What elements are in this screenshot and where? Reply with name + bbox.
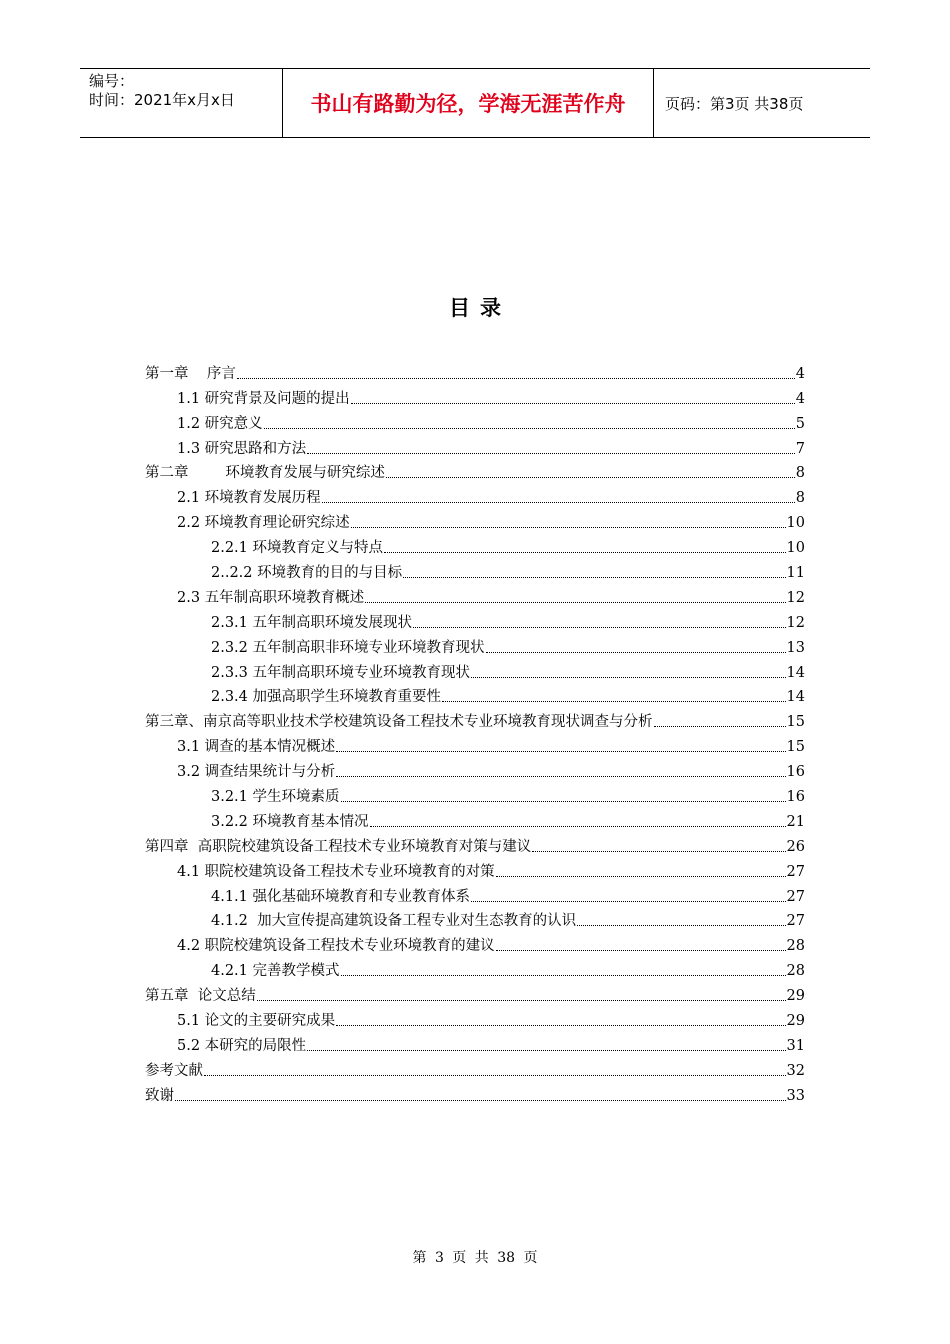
toc-entry-page: 11	[786, 565, 805, 582]
toc-leader-dots	[307, 453, 795, 454]
toc-leader-dots	[237, 378, 795, 379]
toc-entry[interactable]	[145, 856, 805, 881]
toc-entry[interactable]	[145, 458, 805, 483]
toc-leader-dots	[413, 627, 786, 628]
toc-entry-page: 29	[786, 1013, 805, 1030]
toc-entry[interactable]	[145, 582, 805, 607]
toc-entry-page: 10	[786, 515, 805, 532]
header-motto: 书山有路勤为径，学海无涯苦作舟	[283, 69, 654, 137]
toc-entry[interactable]	[145, 781, 805, 806]
page-header	[80, 68, 870, 138]
toc-entry[interactable]	[145, 682, 805, 707]
toc-leader-dots	[471, 677, 786, 678]
toc-entry-text: 3.2 调查结果统计与分析	[177, 764, 336, 781]
toc-entry[interactable]	[145, 706, 805, 731]
toc-entry-text: 2.3.3 五年制高职环境专业环境教育现状	[211, 664, 471, 681]
toc-entry-page: 16	[786, 789, 805, 806]
toc-entry-text: 2.3.1 五年制高职环境发展现状	[211, 614, 413, 631]
toc-entry-text: 2.2 环境教育理论研究综述	[177, 515, 350, 532]
toc-entry[interactable]	[145, 632, 805, 657]
toc-entry[interactable]	[145, 731, 805, 756]
toc-leader-dots	[322, 502, 795, 503]
toc-entry-text: 2.2.1 环境教育定义与特点	[211, 540, 384, 557]
toc-entry[interactable]	[145, 657, 805, 682]
toc-entry[interactable]	[145, 1005, 805, 1030]
toc-entry-page: 16	[786, 764, 805, 781]
toc-title: 目录	[449, 296, 511, 320]
toc-entry-page: 10	[786, 540, 805, 557]
toc-leader-dots	[365, 602, 785, 603]
page-footer: 第 3 页 共 38 页	[412, 1250, 538, 1266]
toc-entry-page: 8	[795, 465, 805, 482]
header-number-label: 编号：	[89, 72, 135, 90]
toc-entry[interactable]	[145, 482, 805, 507]
toc-entry[interactable]	[145, 930, 805, 955]
toc-entry-page: 15	[786, 739, 805, 756]
header-meta	[80, 69, 283, 137]
toc-leader-dots	[442, 701, 786, 702]
toc-entry[interactable]	[145, 955, 805, 980]
toc-entry[interactable]	[145, 831, 805, 856]
toc-leader-dots	[351, 527, 786, 528]
toc-entry-text: 5.1 论文的主要研究成果	[177, 1013, 336, 1030]
toc-leader-dots	[386, 477, 795, 478]
toc-leader-dots	[486, 652, 786, 653]
toc-entry-page: 12	[786, 614, 805, 631]
toc-leader-dots	[370, 826, 786, 827]
toc-leader-dots	[204, 1075, 786, 1076]
toc-entry-page: 5	[795, 415, 805, 432]
toc-entry-text: 3.1 调查的基本情况概述	[177, 739, 336, 756]
toc-entry-page: 27	[786, 913, 805, 930]
toc-entry-text: 1.1 研究背景及问题的提出	[177, 390, 350, 407]
toc-entry-text: 3.2.2 环境教育基本情况	[211, 813, 369, 830]
toc-entry[interactable]	[145, 756, 805, 781]
toc-entry-text: 2.3.4 加强高职学生环境教育重要性	[211, 689, 442, 706]
toc-entry[interactable]	[145, 1030, 805, 1055]
toc-entry-text: 4.1.1 强化基础环境教育和专业教育体系	[211, 888, 471, 905]
toc-entry-page: 4	[795, 390, 805, 407]
toc-entry[interactable]	[145, 557, 805, 582]
toc-entry-page: 27	[786, 863, 805, 880]
toc-entry[interactable]	[145, 906, 805, 931]
table-of-contents	[145, 358, 805, 1105]
toc-entry-text: 1.2 研究意义	[177, 415, 263, 432]
toc-entry-page: 14	[786, 689, 805, 706]
toc-entry-page: 27	[786, 888, 805, 905]
toc-entry-page: 32	[786, 1062, 805, 1079]
toc-entry[interactable]	[145, 980, 805, 1005]
toc-entry-page: 33	[786, 1087, 805, 1104]
toc-leader-dots	[496, 950, 786, 951]
toc-entry-page: 8	[795, 490, 805, 507]
toc-entry-text: 3.2.1 学生环境素质	[211, 789, 340, 806]
toc-entry-page: 28	[786, 963, 805, 980]
toc-leader-dots	[257, 1000, 786, 1001]
toc-leader-dots	[496, 876, 786, 877]
toc-entry-page: 14	[786, 664, 805, 681]
toc-leader-dots	[336, 1025, 785, 1026]
toc-entry-text: 4.2 职院校建筑设备工程技术专业环境教育的建议	[177, 938, 495, 955]
toc-leader-dots	[341, 975, 786, 976]
toc-entry-text: 2..2.2 环境教育的目的与目标	[211, 565, 403, 582]
toc-leader-dots	[264, 428, 795, 429]
toc-leader-dots	[341, 801, 786, 802]
toc-entry-text: 4.2.1 完善教学模式	[211, 963, 340, 980]
toc-leader-dots	[336, 776, 785, 777]
toc-entry-page: 26	[786, 838, 805, 855]
toc-entry-page: 29	[786, 988, 805, 1005]
toc-entry[interactable]	[145, 358, 805, 383]
toc-entry-text: 2.3 五年制高职环境教育概述	[177, 589, 365, 606]
toc-leader-dots	[175, 1100, 786, 1101]
toc-entry[interactable]	[145, 1055, 805, 1080]
toc-leader-dots	[577, 925, 785, 926]
toc-entry-text: 第一章 序言	[145, 365, 236, 382]
toc-entry[interactable]	[145, 881, 805, 906]
toc-entry-text: 4.1 职院校建筑设备工程技术专业环境教育的对策	[177, 863, 495, 880]
toc-entry[interactable]	[145, 408, 805, 433]
toc-entry[interactable]	[145, 806, 805, 831]
toc-entry-text: 2.3.2 五年制高职非环境专业环境教育现状	[211, 639, 485, 656]
toc-entry[interactable]	[145, 607, 805, 632]
toc-entry-text: 第五章 论文总结	[145, 988, 256, 1005]
toc-entry-text: 第三章、南京高等职业技术学校建筑设备工程技术专业环境教育现状调查与分析	[145, 714, 653, 731]
toc-entry-page: 31	[786, 1037, 805, 1054]
toc-entry-text: 第四章 高职院校建筑设备工程技术专业环境教育对策与建议	[145, 838, 532, 855]
toc-entry-page: 15	[786, 714, 805, 731]
toc-entry-page: 13	[786, 639, 805, 656]
toc-entry-text: 第二章 环境教育发展与研究综述	[145, 465, 385, 482]
toc-leader-dots	[384, 552, 786, 553]
toc-entry[interactable]	[145, 433, 805, 458]
toc-leader-dots	[403, 577, 785, 578]
toc-entry-page: 7	[795, 440, 805, 457]
toc-leader-dots	[471, 901, 786, 902]
toc-leader-dots	[307, 1050, 785, 1051]
header-page-info: 页码：第3页 共38页	[665, 94, 804, 113]
toc-leader-dots	[532, 851, 785, 852]
toc-entry-page: 28	[786, 938, 805, 955]
toc-entry-page: 21	[786, 813, 805, 830]
toc-entry[interactable]	[145, 383, 805, 408]
toc-leader-dots	[336, 751, 785, 752]
toc-entry-text: 4.1.2 加大宣传提高建筑设备工程专业对生态教育的认识	[211, 913, 577, 930]
toc-entry-page: 12	[786, 589, 805, 606]
toc-entry-text: 2.1 环境教育发展历程	[177, 490, 321, 507]
toc-leader-dots	[351, 403, 795, 404]
toc-entry-text: 参考文献	[145, 1062, 203, 1079]
toc-entry[interactable]	[145, 532, 805, 557]
toc-leader-dots	[654, 726, 786, 727]
toc-entry-text: 1.3 研究思路和方法	[177, 440, 307, 457]
toc-entry-text: 5.2 本研究的局限性	[177, 1037, 307, 1054]
header-time-label: 时间：2021年x月x日	[89, 91, 235, 109]
toc-entry-text: 致谢	[145, 1087, 174, 1104]
toc-entry[interactable]	[145, 1080, 805, 1105]
toc-entry-page: 4	[795, 365, 805, 382]
toc-entry[interactable]	[145, 507, 805, 532]
